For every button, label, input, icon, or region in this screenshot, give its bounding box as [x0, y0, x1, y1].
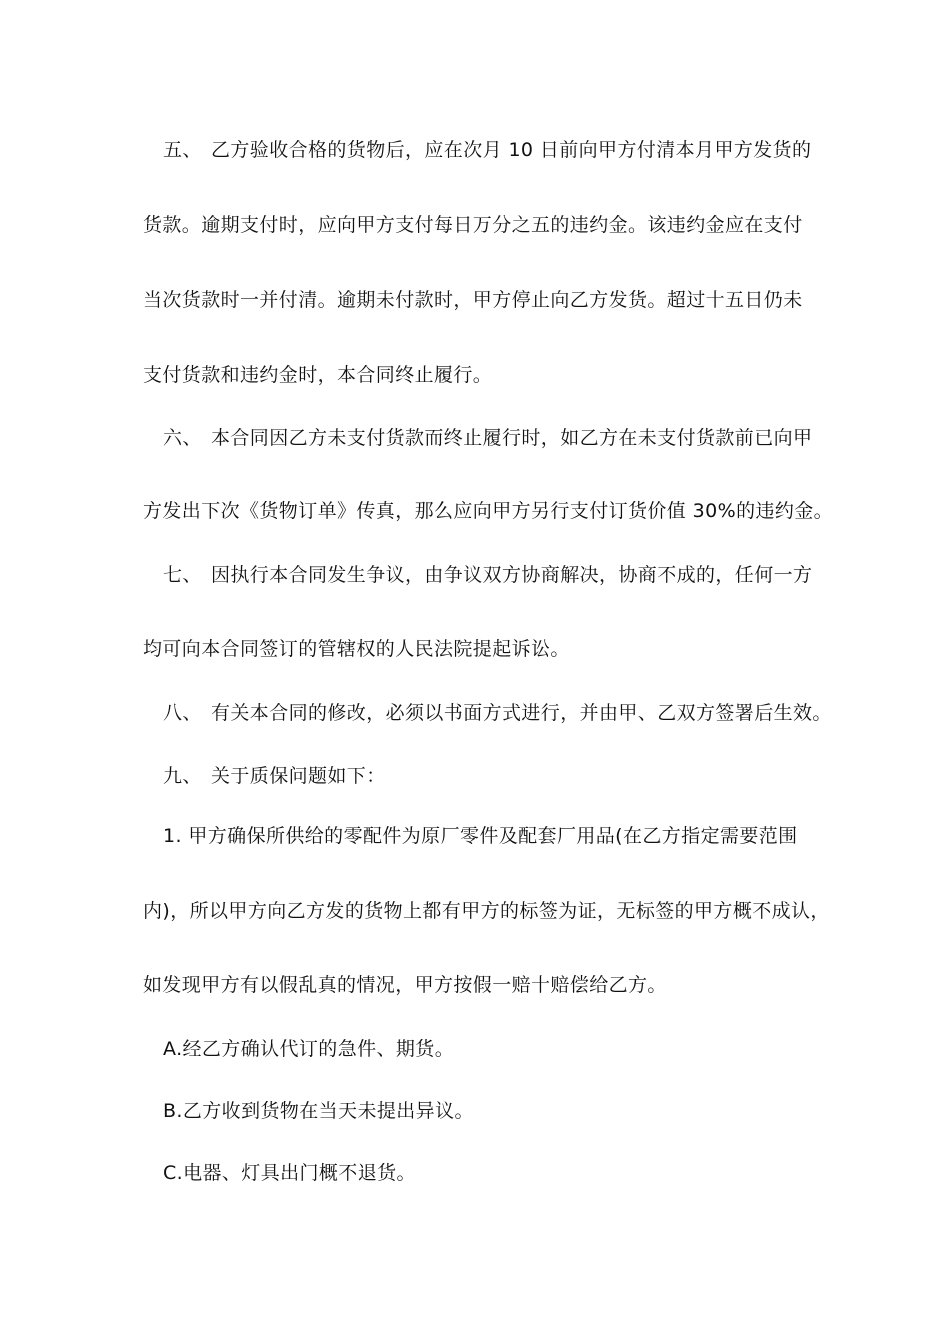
clause-8-text: 有关本合同的修改，必须以书面方式进行，并由甲、乙双方签署后生效。	[211, 702, 832, 724]
clause-5-text: 乙方验收合格的货物后，应在次月 10 日前向甲方付清本月甲方发货的	[211, 139, 812, 161]
clause-6-line-2: 方发出下次《货物订单》传真，那么应向甲方另行支付订货价值 30%的违约金。	[143, 500, 834, 522]
clause-6-line-1	[163, 424, 812, 452]
clause-5-marker: 五、	[163, 139, 202, 161]
clause-6-text: 本合同因乙方未支付货款而终止履行时，如乙方在未支付货款前已向甲	[211, 427, 813, 449]
clause-9-text: 关于质保问题如下：	[211, 765, 386, 787]
item-1-line-1: 1. 甲方确保所供给的零配件为原厂零件及配套厂用品(在乙方指定需要范围	[163, 825, 798, 847]
clause-7-line-2: 均可向本合同签订的管辖权的人民法院提起诉讼。	[143, 638, 570, 660]
item-b: B.乙方收到货物在当天未提出异议。	[163, 1100, 474, 1122]
clause-5-line-2: 货款。逾期支付时，应向甲方支付每日万分之五的违约金。该违约金应在支付	[143, 214, 803, 236]
clause-9-line-1	[163, 762, 386, 790]
clause-6-marker: 六、	[163, 427, 202, 449]
clause-5-line-1	[163, 136, 811, 164]
item-a: A.经乙方确认代订的急件、期货。	[163, 1038, 455, 1060]
item-1-line-3: 如发现甲方有以假乱真的情况，甲方按假一赔十赔偿给乙方。	[143, 974, 667, 996]
item-c: C.电器、灯具出门概不退货。	[163, 1162, 416, 1184]
clause-7-line-1	[163, 561, 812, 589]
clause-7-text: 因执行本合同发生争议，由争议双方协商解决，协商不成的，任何一方	[211, 564, 813, 586]
clause-8-marker: 八、	[163, 702, 202, 724]
clause-8-line-1	[163, 699, 832, 727]
clause-5-line-3: 当次货款时一并付清。逾期未付款时，甲方停止向乙方发货。超过十五日仍未	[143, 289, 803, 311]
clause-9-marker: 九、	[163, 765, 202, 787]
clause-7-marker: 七、	[163, 564, 202, 586]
item-1-line-2: 内)，所以甲方向乙方发的货物上都有甲方的标签为证，无标签的甲方概不成认，	[143, 900, 830, 922]
clause-5-line-4: 支付货款和违约金时，本合同终止履行。	[143, 364, 493, 386]
